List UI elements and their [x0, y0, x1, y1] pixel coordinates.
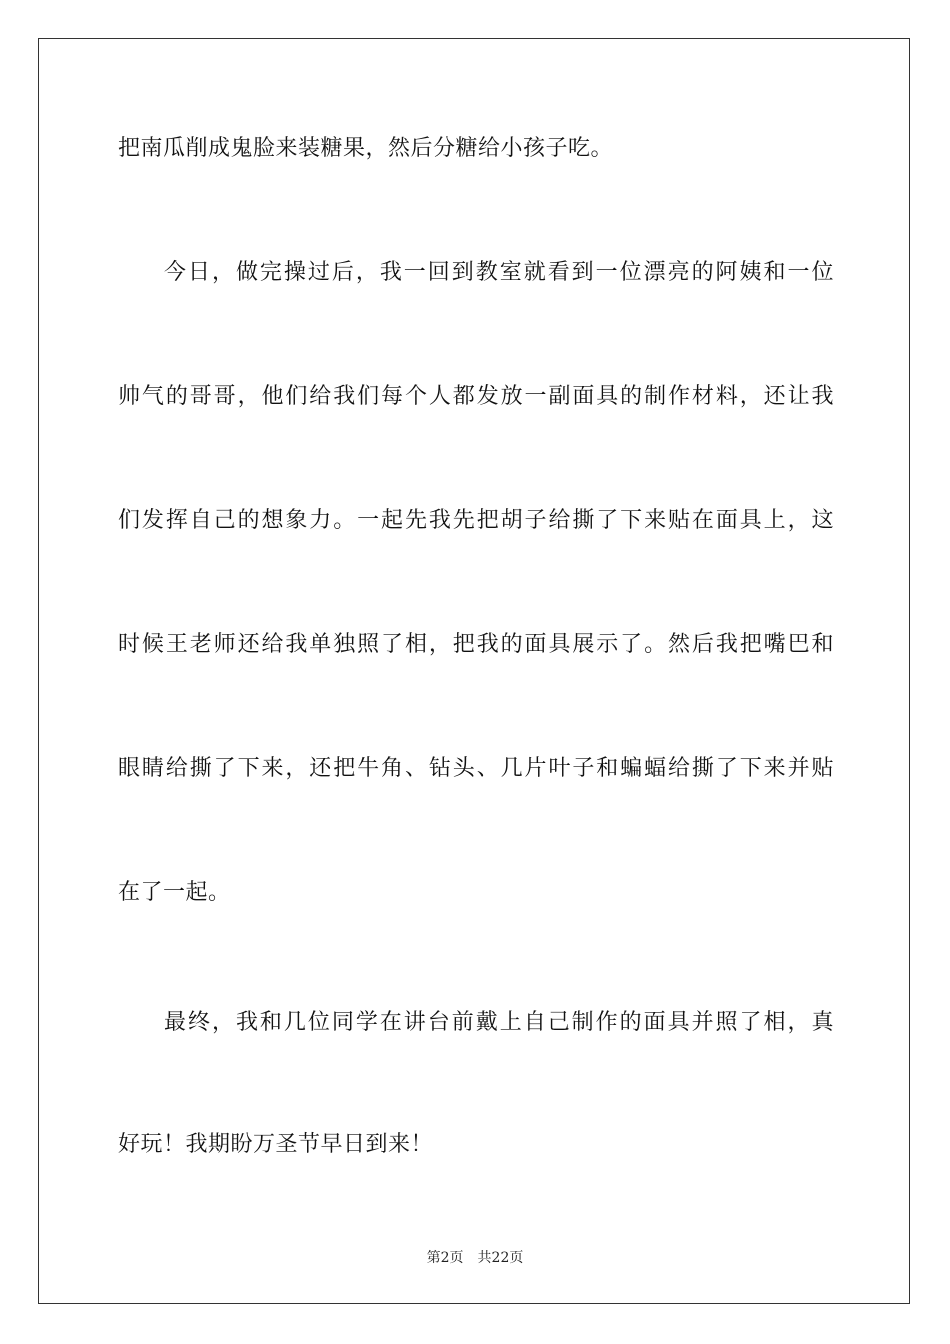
text-line-2: 今日，做完操过后，我一回到教室就看到一位漂亮的阿姨和一位	[164, 260, 834, 285]
page-border	[38, 38, 910, 1304]
text-line-8: 最终，我和几位同学在讲台前戴上自己制作的面具并照了相，真	[164, 1010, 834, 1035]
text-line-3: 帅气的哥哥，他们给我们每个人都发放一副面具的制作材料，还让我	[118, 384, 834, 409]
text-line-6: 眼睛给撕了下来，还把牛角、钻头、几片叶子和蝙蝠给撕了下来并贴	[118, 756, 834, 781]
text-line-7: 在了一起。	[118, 880, 231, 905]
text-line-9: 好玩！我期盼万圣节早日到来！	[118, 1132, 434, 1157]
text-line-4: 们发挥自己的想象力。一起先我先把胡子给撕了下来贴在面具上，这	[118, 508, 834, 533]
page-total: 共22页	[477, 1250, 524, 1266]
text-line-1: 把南瓜削成鬼脸来装糖果，然后分糖给小孩子吃。	[118, 136, 614, 161]
page-number: 第2页	[426, 1250, 464, 1266]
text-line-5: 时候王老师还给我单独照了相，把我的面具展示了。然后我把嘴巴和	[118, 632, 834, 657]
page-footer	[0, 1247, 950, 1267]
